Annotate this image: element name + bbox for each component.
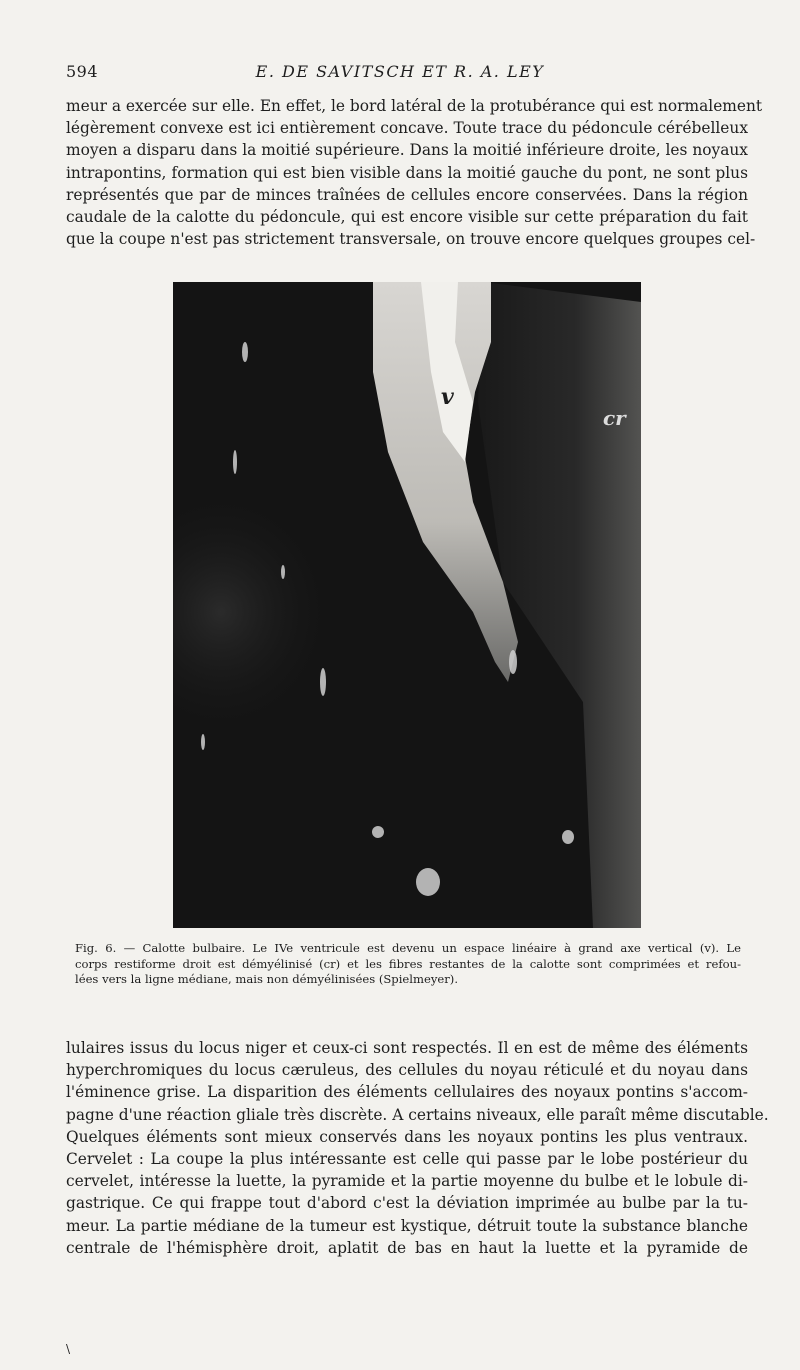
text-line: meur a exercée sur elle. En effet, le bord latéral de la protubérance qui est normalement <box>66 97 763 115</box>
top-paragraph <box>66 95 763 250</box>
text-line: caudale de la calotte du pédoncule, qui est encore visible sur cette préparation du fait <box>66 208 748 227</box>
ventricle-label: v <box>441 384 454 410</box>
page-mark: \ <box>66 1342 71 1356</box>
running-title: E. DE SAVITSCH ET R. A. LEY <box>255 62 545 81</box>
micrograph-figure <box>173 282 641 928</box>
text-line: cervelet, intéresse la luette, la pyramide et la partie moyenne du bulbe et le lobule di- <box>66 1172 748 1191</box>
text-line: Cervelet : La coupe la plus intéressante est celle qui passe par le lobe postérieur du <box>66 1150 748 1169</box>
figure-caption <box>75 941 741 988</box>
text-line: moyen a disparu dans la moitié supérieure. Dans la moitié inférieure droite, les noyaux <box>66 141 748 160</box>
text-line: meur. La partie médiane de la tumeur est kystique, détruit toute la substance blanche <box>66 1216 748 1235</box>
text-line: pagne d'une réaction gliale très discrète. A certains niveaux, elle paraît même discutable. <box>66 1105 769 1124</box>
text-line: légèrement convexe est ici entièrement concave. Toute trace du pédoncule cérébelleux <box>66 119 749 138</box>
page-number: 594 <box>66 62 99 81</box>
text-line: hyperchromiques du locus cæruleus, des cellules du noyau réticulé et du noyau dans <box>66 1061 748 1080</box>
text-line: lulaires issus du locus niger et ceux-ci sont respectés. Il en est de même des éléments <box>66 1039 748 1057</box>
text-line: l'éminence grise. La disparition des éléments cellulaires des noyaux pontins s'accom- <box>66 1083 748 1102</box>
bottom-paragraph <box>66 1037 769 1259</box>
text-line: intrapontins, formation qui est bien visible dans la moitié gauche du pont, ne sont plus <box>66 163 748 182</box>
caption-line: lées vers la ligne médiane, mais non démyélinisées (Spielmeyer). <box>75 972 459 987</box>
text-line: centrale de l'hémisphère droit, aplatit de bas en haut la luette et la pyramide de <box>66 1238 748 1257</box>
text-line: que la coupe n'est pas strictement transversale, on trouve encore quelques groupes cel- <box>66 230 756 249</box>
corpus-restiforme-label: cr <box>603 406 626 430</box>
text-line: gastrique. Ce qui frappe tout d'abord c'est la déviation imprimée au bulbe par la tu- <box>66 1194 748 1213</box>
caption-line: Fig. 6. — Calotte bulbaire. Le IVe ventricule est devenu un espace linéaire à grand axe vertical (v). Le <box>75 941 741 955</box>
page-header <box>66 62 734 86</box>
text-line: Quelques éléments sont mieux conservés dans les noyaux pontins les plus ventraux. <box>66 1127 748 1146</box>
micrograph-image <box>173 282 641 928</box>
caption-line: corps restiforme droit est démyélinisé (cr) et les fibres restantes de la calotte sont comprimées et refou- <box>75 956 741 971</box>
text-line: représentés que par de minces traînées de cellules encore conservées. Dans la région <box>66 185 748 204</box>
